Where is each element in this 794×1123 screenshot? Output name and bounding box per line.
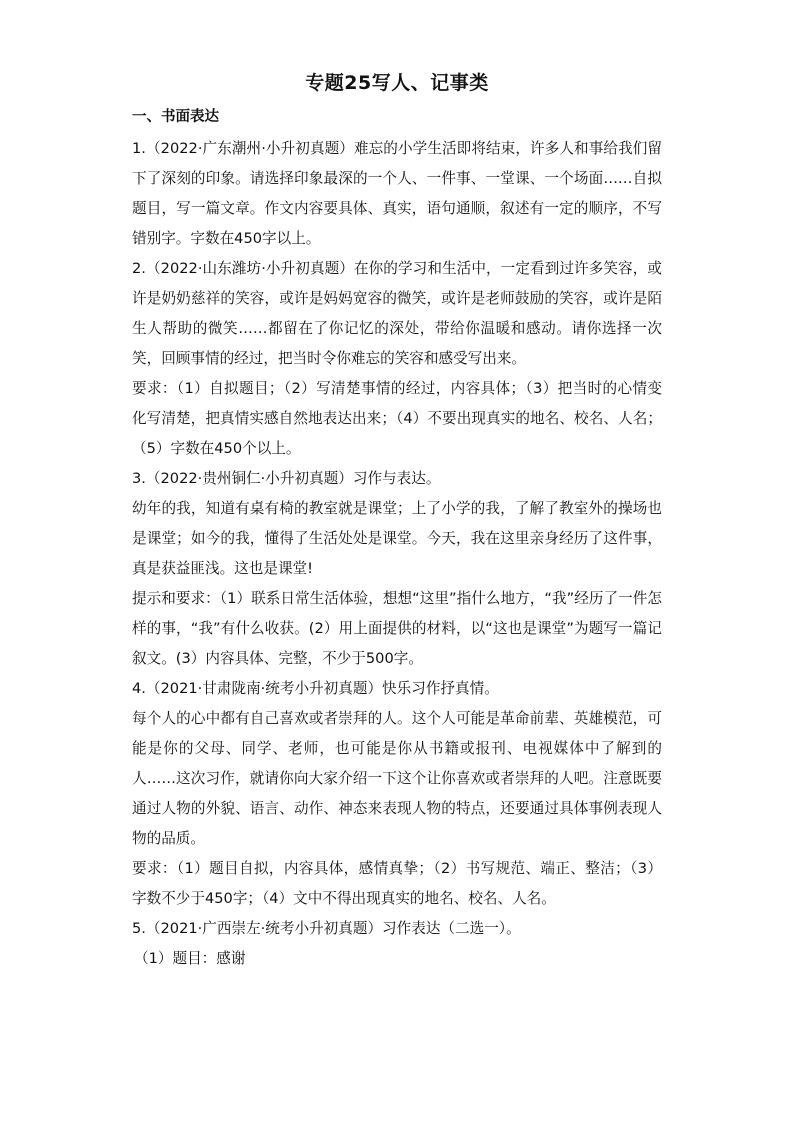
question-4-material: 每个人的心中都有自己喜欢或者崇拜的人。这个人可能是革命前辈、英雄模范，可能是你的父母、同学、老师，也可能是你从书籍或报刊、电视媒体中了解到的人……这次习作，就请你向大家介绍一下这个让你喜欢或者崇拜的人吧。注意既要通过人物的外貌、语言、动作、神态来表现人物的特点，还要通过具体事例表现人物的品质。	[132, 710, 662, 847]
question-5-heading: 5.（2021·广西崇左·统考小升初真题）习作表达（二选一）。	[132, 920, 521, 937]
question-5-option-1: （1）题目：感谢	[134, 950, 246, 967]
question-4-requirements: 要求：（1）题目自拟，内容具体，感情真挚；（2）书写规范、端正、整洁；（3）字数不少于450字；（4）文中不得出现真实的地名、校名、人名。	[132, 860, 662, 907]
question-3-requirements: 提示和要求：（1）联系日常生活体验，想想“这里”指什么地方，“我”经历了一件怎样的事，“我”有什么收获。(2）用上面提供的材料，以“这也是课堂”为题写一篇记叙文。(3）内容具体、完整，不少于500字。	[132, 590, 662, 667]
document-title: 专题25写人、记事类	[305, 72, 489, 94]
question-3-heading: 3.（2022·贵州铜仁·小升初真题）习作与表达。	[132, 470, 441, 487]
section-heading: 一、书面表达	[132, 109, 219, 125]
question-2-paragraph: 2.（2022·山东潍坊·小升初真题）在你的学习和生活中，一定看到过许多笑容，或许是奶奶慈祥的笑容，或许是妈妈宽容的微笑，或许是老师鼓励的笑容，或许是陌生人帮助的微笑……都留在了你记忆的深处，带给你温暖和感动。请你选择一次笑，回顾事情的经过，把当时令你难忘的笑容和感受写出来。	[132, 260, 662, 367]
question-1-paragraph: 1.（2022·广东潮州·小升初真题）难忘的小学生活即将结束，许多人和事给我们留下了深刻的印象。请选择印象最深的一个人、一件事、一堂课、一个场面……自拟题目，写一篇文章。作文内容要具体、真实，语句通顺，叙述有一定的顺序，不写错别字。字数在450字以上。	[132, 140, 662, 247]
question-3-material: 幼年的我，知道有桌有椅的教室就是课堂；上了小学的我，了解了教室外的操场也是课堂；如今的我，懂得了生活处处是课堂。今天，我在这里亲身经历了这件事，真是获益匪浅。这也是课堂!	[132, 500, 662, 577]
question-2-requirements: 要求：（1）自拟题目；（2）写清楚事情的经过，内容具体；（3）把当时的心情变化写清楚，把真情实感自然地表达出来；（4）不要出现真实的地名、校名、人名；（5）字数在450个以上。	[132, 380, 662, 457]
question-4-heading: 4.（2021·甘肃陇南·统考小升初真题）快乐习作抒真情。	[132, 680, 499, 697]
document-body	[132, 104, 662, 974]
